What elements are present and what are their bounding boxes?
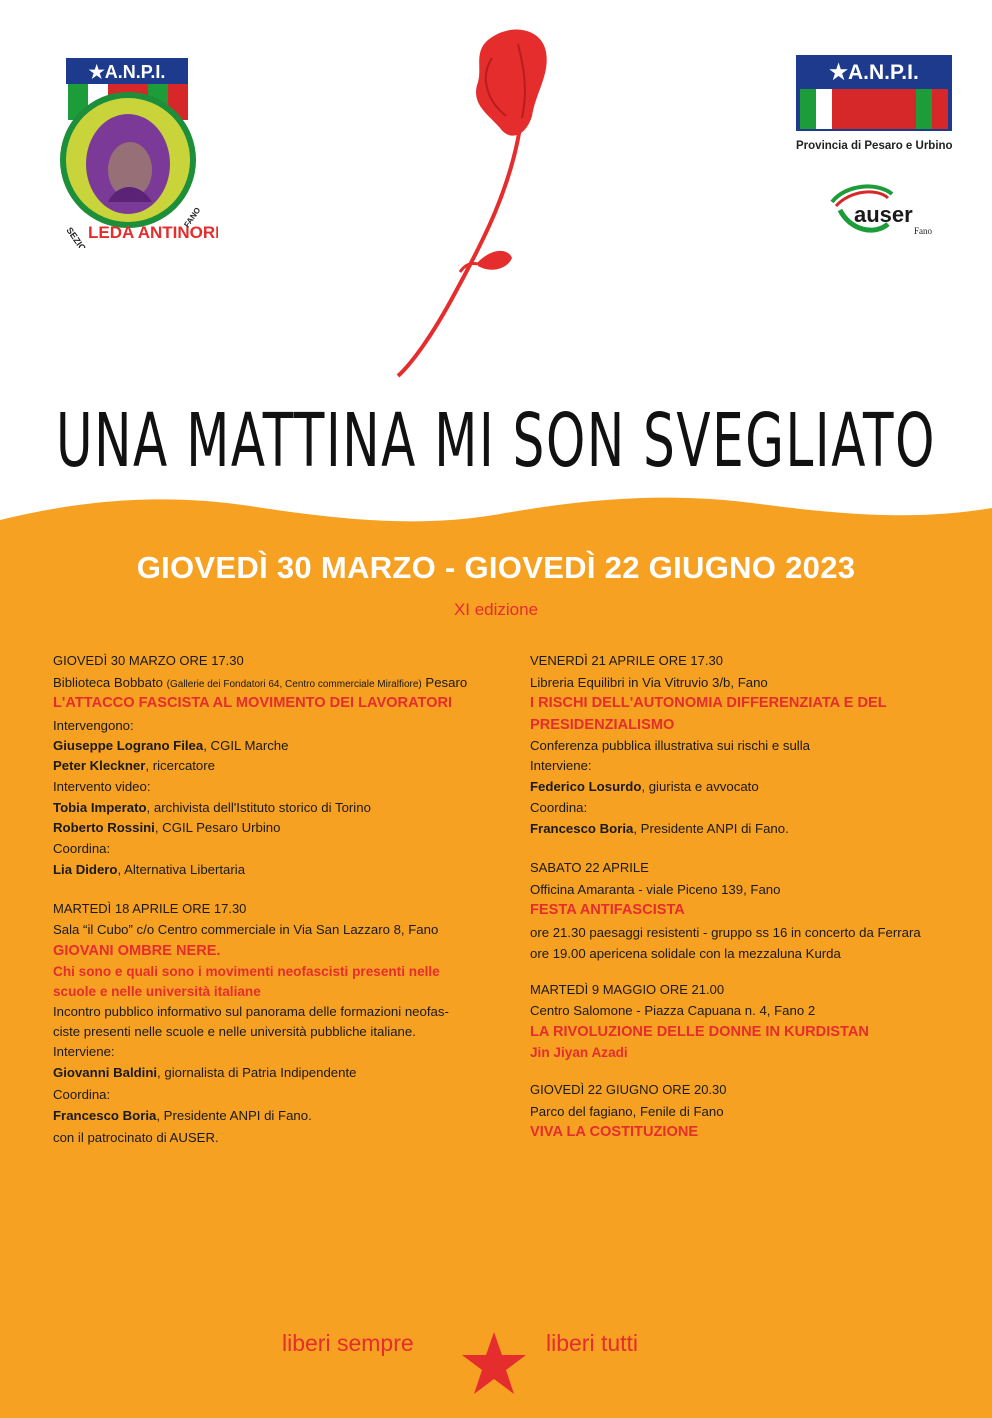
event-venue: Centro Salomone - Piazza Capuana n. 4, Fano 2 — [530, 1003, 816, 1018]
coordinator-label: Coordina: — [53, 840, 111, 856]
events-right-column — [530, 650, 950, 1144]
event-program-line: ore 21.30 paesaggi resistenti - gruppo ss 16 in concerto da Ferrara — [530, 924, 921, 940]
events-left-column — [53, 650, 483, 1148]
coordinator: Francesco Boria, Presidente ANPI di Fano. — [530, 820, 789, 836]
speaker: Giovanni Baldini, giornalista di Patria Indipendente — [53, 1065, 357, 1080]
auser-logo — [826, 180, 946, 242]
poppy-flower-illustration — [360, 18, 560, 378]
event-subtitle: Jin Jiyan Azadi — [530, 1045, 628, 1060]
speaker-label: Interviene: — [530, 758, 592, 773]
coordinator-label: Coordina: — [530, 799, 588, 815]
event-title: I RISCHI DELL'AUTONOMIA DIFFERENZIATA E DEL — [530, 695, 887, 711]
event-venue: Biblioteca Bobbato (Gallerie dei Fondatori 64, Centro commerciale Miralfiore) Pesaro — [53, 674, 468, 690]
coordinator: Lia Didero, Alternativa Libertaria — [53, 862, 246, 877]
event-title: PRESIDENZIALISMO — [530, 716, 675, 733]
event-header: MARTEDÌ 9 MAGGIO ORE 21.00 — [530, 981, 725, 997]
anpi-left-city: FANO — [182, 205, 203, 230]
event-venue: Parco del fagiano, Fenile di Fano — [530, 1103, 724, 1119]
video-speaker: Tobia Imperato, archivista dell'Istituto storico di Torino — [53, 799, 371, 815]
footer-slogan-right: liberi tutti — [546, 1330, 639, 1356]
speaker: Federico Losurdo, giurista e avvocato — [530, 779, 759, 794]
event-header: GIOVEDÌ 30 MARZO ORE 17.30 — [53, 653, 244, 668]
speaker: Giuseppe Lograno Filea, CGIL Marche — [53, 738, 289, 753]
anpi-left-name: LEDA ANTINORI — [88, 223, 218, 242]
event-venue: Libreria Equilibri in Via Vitruvio 3/b, Fano — [530, 674, 768, 690]
event-subtitle: scuole e nelle università italiane — [53, 984, 261, 999]
event-title: L'ATTACCO FASCISTA AL MOVIMENTO DEI LAVORATORI — [53, 695, 453, 711]
anpi-provincia-logo — [796, 55, 956, 152]
event-header: MARTEDÌ 18 APRILE ORE 17.30 — [53, 900, 247, 916]
event-venue: Officina Amaranta - viale Piceno 139, Fano — [530, 881, 781, 897]
anpi-left-sezione: SEZIONE — [64, 225, 96, 248]
main-title-graphic — [0, 388, 992, 498]
event-header: GIOVEDÌ 22 GIUGNO ORE 20.30 — [530, 1082, 727, 1097]
event-22-aprile — [530, 857, 950, 965]
patronage-note: con il patrocinato di AUSER. — [53, 1129, 219, 1145]
footer-slogan-left: liberi sempre — [282, 1330, 414, 1356]
event-title: LA RIVOLUZIONE DELLE DONNE IN KURDISTAN — [530, 1023, 869, 1040]
edition-label: XI edizione — [453, 600, 539, 619]
auser-city: Fano — [914, 226, 932, 236]
event-venue: Sala “il Cubo” c/o Centro commerciale in Via San Lazzaro 8, Fano — [53, 922, 439, 937]
event-title: VIVA LA COSTITUZIONE — [530, 1124, 699, 1140]
event-header: VENERDÌ 21 APRILE ORE 17.30 — [530, 653, 723, 668]
event-18-aprile — [53, 898, 483, 1149]
event-header: SABATO 22 APRILE — [530, 860, 649, 875]
anpi-left-brand: ★A.N.P.I. — [88, 62, 166, 82]
speakers-label: Intervengono: — [53, 717, 134, 733]
video-label: Intervento video: — [53, 779, 151, 794]
speaker-label: Interviene: — [53, 1044, 115, 1059]
event-22-giugno — [530, 1079, 950, 1144]
auser-name: auser — [854, 202, 913, 227]
event-description: ciste presenti nelle scuole e nelle università pubbliche italiane. — [53, 1024, 416, 1039]
star-icon — [460, 1330, 528, 1396]
event-subtitle: Chi sono e quali sono i movimenti neofascisti presenti nelle — [53, 964, 440, 979]
event-9-maggio — [530, 979, 950, 1064]
anpi-province-label: Provincia di Pesaro e Urbino — [796, 140, 953, 152]
event-30-marzo — [53, 650, 483, 881]
video-speaker: Roberto Rossini, CGIL Pesaro Urbino — [53, 819, 281, 835]
speaker: Peter Kleckner, ricercatore — [53, 758, 215, 773]
event-description: Conferenza pubblica illustrativa sui rischi e sulla — [530, 737, 811, 753]
event-program-line: ore 19.00 apericena solidale con la mezzaluna Kurda — [530, 946, 841, 961]
coordinator: Francesco Boria, Presidente ANPI di Fano. — [53, 1108, 312, 1123]
anpi-sezione-logo — [48, 52, 218, 248]
event-dates: GIOVEDÌ 30 MARZO - GIOVEDÌ 22 GIUGNO 2023 — [136, 550, 856, 585]
event-description: Incontro pubblico informativo sul panorama delle formazioni neofas- — [53, 1004, 449, 1019]
event-title: GIOVANI OMBRE NERE. — [53, 942, 221, 959]
anpi-right-brand: ★A.N.P.I. — [829, 61, 919, 84]
coordinator-label: Coordina: — [53, 1086, 111, 1102]
main-title: UNA MATTINA MI SON SVEGLIATO — [55, 398, 937, 485]
event-21-aprile — [530, 650, 950, 839]
event-title: FESTA ANTIFASCISTA — [530, 902, 685, 918]
